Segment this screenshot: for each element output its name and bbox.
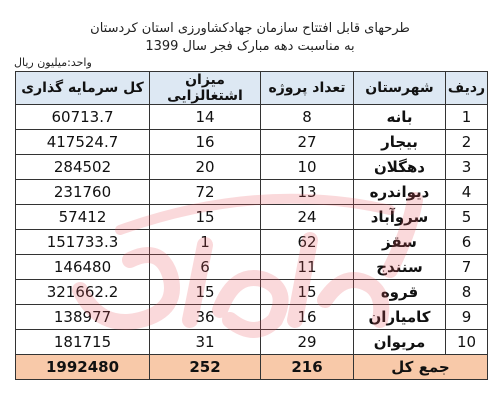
- projects-cell: 8: [261, 105, 354, 130]
- county-cell: دهگلان: [354, 155, 446, 180]
- projects-cell: 11: [261, 255, 354, 280]
- row-number-cell: 10: [446, 330, 488, 355]
- unit-label: واحد:میلیون ریال: [14, 56, 92, 69]
- county-cell: بیجار: [354, 130, 446, 155]
- table-row: [16, 255, 488, 280]
- jobs-cell: 72: [150, 180, 261, 205]
- investment-cell: 146480: [16, 255, 150, 280]
- row-number-cell: 2: [446, 130, 488, 155]
- header-jobs: میزان اشتغالزایی: [150, 72, 261, 105]
- investment-cell: 231760: [16, 180, 150, 205]
- projects-cell: 27: [261, 130, 354, 155]
- table-row: [16, 180, 488, 205]
- county-cell: دیواندره: [354, 180, 446, 205]
- investment-cell: 321662.2: [16, 280, 150, 305]
- county-cell: سروآباد: [354, 205, 446, 230]
- county-cell: مریوان: [354, 330, 446, 355]
- jobs-cell: 36: [150, 305, 261, 330]
- projects-cell: 10: [261, 155, 354, 180]
- row-number-cell: 7: [446, 255, 488, 280]
- table-row: [16, 330, 488, 355]
- investment-cell: 138977: [16, 305, 150, 330]
- county-cell: قروه: [354, 280, 446, 305]
- total-projects: 216: [261, 355, 354, 380]
- title-block: [0, 20, 500, 56]
- projects-table: [15, 71, 488, 380]
- table-row: [16, 305, 488, 330]
- projects-cell: 29: [261, 330, 354, 355]
- header-projects: تعداد پروژه: [261, 72, 354, 105]
- county-cell: بانه: [354, 105, 446, 130]
- county-cell: کامیاران: [354, 305, 446, 330]
- county-cell: سنندج: [354, 255, 446, 280]
- table-header-row: [16, 72, 488, 105]
- table-row: [16, 230, 488, 255]
- row-number-cell: 6: [446, 230, 488, 255]
- row-number-cell: 5: [446, 205, 488, 230]
- investment-cell: 60713.7: [16, 105, 150, 130]
- table-row: [16, 130, 488, 155]
- investment-cell: 181715: [16, 330, 150, 355]
- projects-cell: 62: [261, 230, 354, 255]
- jobs-cell: 20: [150, 155, 261, 180]
- total-label: جمع کل: [354, 355, 488, 380]
- jobs-cell: 6: [150, 255, 261, 280]
- table-row: [16, 155, 488, 180]
- investment-cell: 417524.7: [16, 130, 150, 155]
- table-row: [16, 105, 488, 130]
- investment-cell: 151733.3: [16, 230, 150, 255]
- county-cell: سقز: [354, 230, 446, 255]
- header-county: شهرستان: [354, 72, 446, 105]
- investment-cell: 284502: [16, 155, 150, 180]
- jobs-cell: 16: [150, 130, 261, 155]
- row-number-cell: 8: [446, 280, 488, 305]
- table-row: [16, 280, 488, 305]
- projects-cell: 15: [261, 280, 354, 305]
- investment-cell: 57412: [16, 205, 150, 230]
- header-investment: کل سرمایه گذاری: [16, 72, 150, 105]
- projects-cell: 16: [261, 305, 354, 330]
- title-line-1: طرحهای قابل افتتاح سازمان جهادکشاورزی استان کردستان: [90, 21, 410, 36]
- jobs-cell: 15: [150, 280, 261, 305]
- jobs-cell: 1: [150, 230, 261, 255]
- table-body: [16, 105, 488, 380]
- row-number-cell: 4: [446, 180, 488, 205]
- row-number-cell: 3: [446, 155, 488, 180]
- projects-cell: 24: [261, 205, 354, 230]
- total-row: [16, 355, 488, 380]
- jobs-cell: 15: [150, 205, 261, 230]
- total-investment: 1992480: [16, 355, 150, 380]
- total-jobs: 252: [150, 355, 261, 380]
- table-row: [16, 205, 488, 230]
- header-row-number: ردیف: [446, 72, 488, 105]
- jobs-cell: 31: [150, 330, 261, 355]
- jobs-cell: 14: [150, 105, 261, 130]
- row-number-cell: 1: [446, 105, 488, 130]
- projects-cell: 13: [261, 180, 354, 205]
- title-line-2: به مناسبت دهه مبارک فجر سال 1399: [145, 39, 355, 54]
- row-number-cell: 9: [446, 305, 488, 330]
